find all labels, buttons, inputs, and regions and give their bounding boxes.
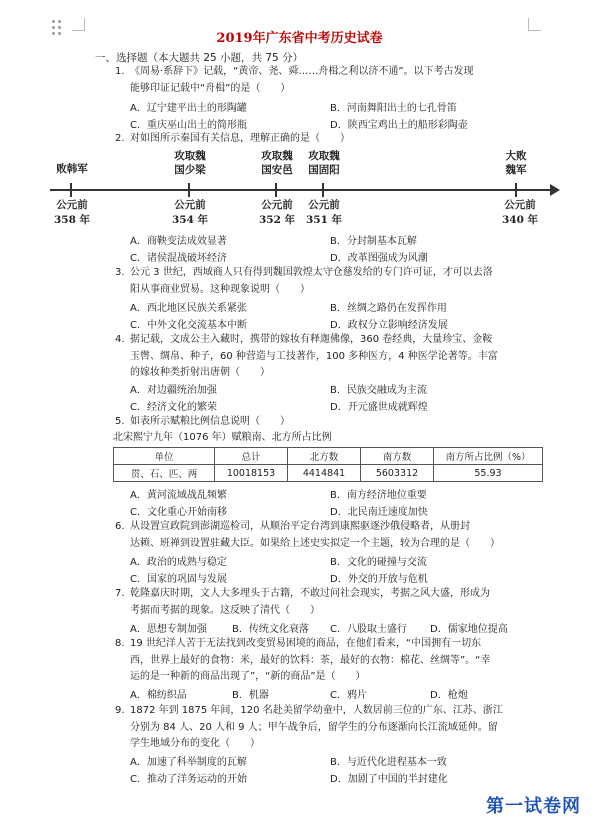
question-text: 乾隆嘉庆时期，文人大多埋头于古籍，不敢过问社会现实，考据之风大盛，形成为 (130, 588, 490, 599)
timeline-event: 败韩军 (56, 163, 88, 175)
question-number: 7. (115, 588, 125, 599)
question-text: 考据而考据的现象。这反映了清代（ ） (130, 604, 320, 616)
table-header-row (114, 448, 543, 465)
option-d[interactable]: D．加剧了中国的半封建化 (330, 774, 448, 785)
timeline-year: 公元前 352 年 (258, 199, 296, 226)
question-text: 西，世界上最好的食物：米，最好的饮料：茶，最好的衣物：棉花、丝绸等”。“幸 (130, 654, 491, 666)
option-a[interactable]: A．思想专制加强 (130, 624, 207, 635)
question-text: 公元 3 世纪，西域商人只有得到魏国敦煌太守仓慈发给的专门许可证，才可以去洛 (130, 267, 493, 278)
option-c[interactable]: C．国家的巩固与发展 (130, 574, 227, 585)
option-b[interactable]: B．与近代化进程基本一致 (330, 757, 447, 768)
timeline-tick (70, 183, 72, 197)
table-caption-text: 北宋熙宁九年（1076 年）赋粮南、北方所占比例 (113, 432, 332, 443)
option-c[interactable]: C．文化重心开始南移 (130, 507, 227, 518)
timeline-axis (50, 189, 555, 191)
table-cell: 55.93 (434, 465, 543, 482)
option-d[interactable]: D．儒家地位提高 (430, 624, 508, 635)
option-b[interactable]: B．机器 (232, 690, 269, 701)
table-header-cell: 南方所占比例（%） (434, 448, 543, 465)
question-number: 1. (115, 66, 125, 77)
option-b[interactable]: B．民族交融成为主流 (330, 385, 427, 396)
question-number: 5. (115, 416, 125, 427)
question-text: 《周易·系辞下》记载，“黄帝、尧、舜……舟楫之利以济不通”。以下考古发现 (130, 66, 474, 77)
option-b[interactable]: B．分封制基本瓦解 (330, 236, 417, 247)
table-cell: 贯、石、匹、两 (114, 465, 215, 482)
timeline-arrow-icon (550, 184, 560, 196)
option-a[interactable]: A．棉纺织品 (130, 690, 187, 701)
table-header-cell: 单位 (114, 448, 215, 465)
question-text: 据记载，文成公主入藏时，携带的嫁妆有释迦佛像，360 卷经典，大量珍宝、金鞍 (130, 334, 493, 345)
tax-ratio-table (113, 447, 543, 482)
option-a[interactable]: A．辽宁建平出土的形陶罐 (130, 103, 247, 114)
option-c[interactable]: C．八股取士盛行 (330, 624, 407, 635)
option-c[interactable]: C．经济文化的繁荣 (130, 402, 217, 413)
question-text: 玉辔、绸帛、种子，60 种营造与工技著作，100 多种医方，4 种医学论著等。丰富 (130, 350, 498, 362)
option-d[interactable]: D．改革图强成为风潮 (330, 253, 428, 264)
option-c[interactable]: C．重庆巫山出土的简形瓶 (130, 120, 247, 131)
timeline-figure (50, 148, 570, 228)
timeline-year: 公元前 351 年 (305, 199, 343, 226)
table-header-cell: 北方数 (288, 448, 361, 465)
question-text: 从设置宣政院到澎湖巡检司，从顺治平定台湾到康熙驱逐沙俄侵略者，从册封 (130, 521, 470, 532)
question-number: 9. (115, 705, 125, 716)
option-c[interactable]: C．诸侯混战破坏经济 (130, 253, 227, 264)
question-number: 6. (115, 521, 125, 532)
option-b[interactable]: B．南方经济地位重要 (330, 490, 427, 501)
page-title: 2019年广东省中考历史试卷 (216, 31, 383, 46)
option-a[interactable]: A．加速了科举制度的瓦解 (130, 757, 247, 768)
option-a[interactable]: A．黄河流域战乱频繁 (130, 490, 227, 501)
option-d[interactable]: D．开元盛世成就辉煌 (330, 402, 428, 413)
timeline-event: 大败 魏军 (505, 150, 527, 176)
question-text: 1872 年到 1875 年间，120 名赴美留学幼童中，人数居前三位的广东、江苏、浙江 (130, 705, 503, 716)
option-d[interactable]: D．外交的开放与危机 (330, 574, 428, 585)
timeline-year: 公元前 358 年 (53, 199, 91, 226)
timeline-event: 攻取魏 国安邑 (261, 150, 293, 176)
question-number: 8. (115, 638, 125, 649)
timeline-event: 攻取魏 国少梁 (174, 150, 206, 176)
table-header-cell: 南方数 (361, 448, 434, 465)
option-a[interactable]: A．对边疆统治加强 (130, 385, 217, 396)
table-row (114, 465, 543, 482)
site-watermark: 第一试卷网 (486, 796, 581, 817)
option-a[interactable]: A．西北地区民族关系紧张 (130, 303, 247, 314)
timeline-event: 攻取魏 国固阳 (308, 150, 340, 176)
table-cell: 10018153 (215, 465, 288, 482)
option-b[interactable]: B．丝绸之路仍在发挥作用 (330, 303, 447, 314)
option-b[interactable]: B．传统文化衰落 (232, 624, 309, 635)
timeline-tick (322, 183, 324, 197)
table-cell: 4414841 (288, 465, 361, 482)
option-b[interactable]: B．河南舞阳出土的七孔骨笛 (330, 103, 457, 114)
option-b[interactable]: B．文化的碰撞与交流 (330, 557, 427, 568)
timeline-year: 公元前 354 年 (171, 199, 209, 226)
option-c[interactable]: C．中外文化交流基本中断 (130, 320, 247, 331)
table-cell: 5603312 (361, 465, 434, 482)
option-c[interactable]: C．鸦片 (330, 690, 367, 701)
question-text: 达赖、班禅到设置驻藏大臣。如果给上述史实拟定一个主题，较为合理的是（ ） (130, 537, 500, 549)
timeline-tick (515, 183, 517, 197)
question-text: 分别为 84 人、20 人和 9 人；甲午战争后，留学生的分布逐渐向长江流域延伸。留 (130, 721, 498, 733)
table-header-cell: 总计 (215, 448, 288, 465)
section-heading: 一、选择题（本大题共 25 小题，共 75 分） (95, 52, 304, 64)
option-c[interactable]: C．推动了洋务运动的开始 (130, 774, 247, 785)
question-number: 4. (115, 334, 125, 345)
timeline-tick (188, 183, 190, 197)
question-text: 对如图所示秦国有关信息，理解正确的是（ ） (130, 133, 350, 144)
question-text: 能够印证记载中“舟楫”的是（ ） (130, 82, 291, 94)
question-text: 运的是一种新的商品出现了”，“新的商品”是（ ） (130, 671, 366, 682)
option-a[interactable]: A．商鞅变法成效显著 (130, 236, 227, 247)
option-d[interactable]: D．枪炮 (430, 690, 468, 701)
option-d[interactable]: D．北民南迁速度加快 (330, 507, 428, 518)
timeline-year: 公元前 340 年 (501, 199, 539, 226)
question-text: 的嫁妆种类折射出唐朝（ ） (130, 367, 270, 378)
question-text: 阳从事商业贸易。这种现象说明（ ） (130, 283, 310, 295)
question-text: 19 世纪洋人苦于无法找到改变贸易困境的商品，在他们看来，“中国拥有一切东 (130, 638, 482, 649)
option-a[interactable]: A．政治的成熟与稳定 (130, 557, 227, 568)
option-d[interactable]: D．政权分立影响经济发展 (330, 320, 448, 331)
option-d[interactable]: D．陕西宝鸡出土的船形彩陶壶 (330, 120, 468, 131)
question-text: 学生地域分布的变化（ ） (130, 738, 260, 749)
question-number: 3. (115, 267, 125, 278)
question-text: 如表所示赋粮比例信息说明（ ） (130, 416, 290, 427)
question-number: 2. (115, 133, 125, 144)
timeline-tick (275, 183, 277, 197)
